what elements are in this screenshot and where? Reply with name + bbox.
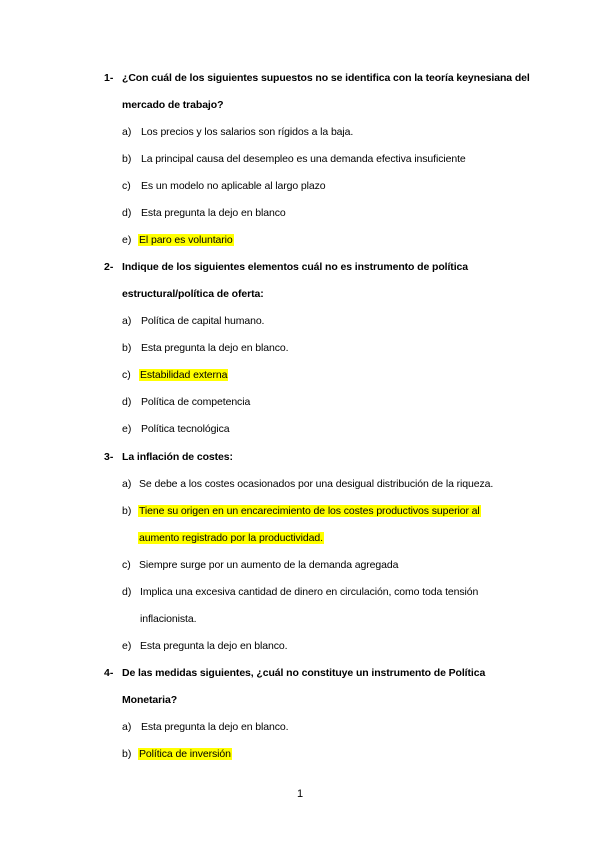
question-2-text-line1: Indique de los siguientes elementos cuál no es instrumento de política	[122, 261, 468, 273]
q2-option-b-letter: b)	[122, 342, 132, 354]
q3-option-b-text-line2	[138, 531, 324, 545]
q3-option-c-text: Siempre surge por un aumento de la demanda agregada	[139, 559, 399, 571]
q1-option-d-letter: d)	[122, 207, 132, 219]
q1-option-a-letter: a)	[122, 126, 132, 138]
q3-option-a-letter: a)	[122, 478, 132, 490]
q1-option-c-letter: c)	[122, 180, 131, 192]
question-2-number: 2-	[104, 261, 114, 273]
page-number: 1	[296, 788, 304, 800]
highlighted-answer: Política de inversión	[139, 748, 231, 760]
question-1-text-line2: mercado de trabajo?	[122, 99, 224, 111]
q1-option-b-letter: b)	[122, 153, 132, 165]
q2-option-e-letter: e)	[122, 423, 132, 435]
q4-option-b-letter: b)	[122, 748, 132, 760]
q1-option-b-text: La principal causa del desempleo es una demanda efectiva insuficiente	[141, 153, 466, 165]
q3-option-b-letter: b)	[122, 505, 132, 517]
q2-option-e-text: Política tecnológica	[141, 423, 230, 435]
q3-option-e-text: Esta pregunta la dejo en blanco.	[140, 640, 288, 652]
highlighted-answer: Tiene su origen en un encarecimiento de los costes productivos superior al	[139, 505, 480, 517]
question-1-text-line1: ¿Con cuál de los siguientes supuestos no se identifica con la teoría keynesiana del	[122, 72, 530, 84]
highlighted-answer: El paro es voluntario	[139, 234, 233, 246]
q1-option-e-text	[138, 233, 234, 247]
q2-option-d-text: Política de competencia	[141, 396, 251, 408]
q1-option-a-text: Los precios y los salarios son rígidos a la baja.	[141, 126, 354, 138]
q3-option-b-text-line1	[138, 504, 481, 518]
highlighted-answer: Estabilidad externa	[140, 369, 228, 381]
q3-option-c-letter: c)	[122, 559, 131, 571]
q1-option-d-text: Esta pregunta la dejo en blanco	[141, 207, 286, 219]
q2-option-b-text: Esta pregunta la dejo en blanco.	[141, 342, 289, 354]
question-2-text-line2: estructural/política de oferta:	[122, 288, 264, 300]
q4-option-a-text: Esta pregunta la dejo en blanco.	[141, 721, 289, 733]
question-4-text-line1: De las medidas siguientes, ¿cuál no constituye un instrumento de Política	[122, 667, 486, 679]
q3-option-a-text: Se debe a los costes ocasionados por una desigual distribución de la riqueza.	[139, 478, 494, 490]
q1-option-e-letter: e)	[122, 234, 132, 246]
highlighted-answer: aumento registrado por la productividad.	[139, 532, 323, 544]
q4-option-a-letter: a)	[122, 721, 132, 733]
q2-option-a-text: Política de capital humano.	[141, 315, 265, 327]
question-4-text-line2: Monetaria?	[122, 694, 178, 706]
question-4-number: 4-	[104, 667, 114, 679]
question-1-number: 1-	[104, 72, 114, 84]
q2-option-c-letter: c)	[122, 369, 131, 381]
q3-option-d-letter: d)	[122, 586, 132, 598]
q2-option-c-text	[139, 368, 228, 382]
question-3-text-line1: La inflación de costes:	[122, 451, 233, 463]
q2-option-d-letter: d)	[122, 396, 132, 408]
question-3-number: 3-	[104, 451, 114, 463]
q2-option-a-letter: a)	[122, 315, 132, 327]
q3-option-d-text-line1: Implica una excesiva cantidad de dinero en circulación, como toda tensión	[140, 586, 479, 598]
q3-option-d-text-line2: inflacionista.	[140, 613, 197, 625]
q3-option-e-letter: e)	[122, 640, 132, 652]
q4-option-b-text	[138, 747, 232, 761]
q1-option-c-text: Es un modelo no aplicable al largo plazo	[141, 180, 326, 192]
